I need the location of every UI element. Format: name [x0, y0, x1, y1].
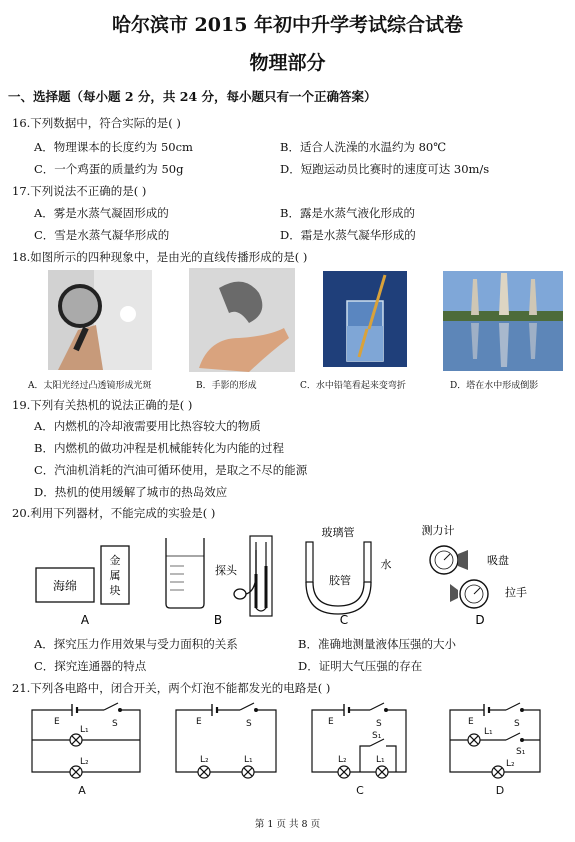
q16-option-c: C．一个鸡蛋的质量约为 50g [34, 162, 184, 176]
photo-pencil-in-water [323, 271, 407, 367]
metal-label-2: 属 [109, 569, 121, 582]
q20-option-d: D．证明大气压强的存在 [298, 659, 423, 673]
photo-pagoda-reflection [443, 271, 563, 371]
suction-label: 吸盘 [487, 554, 509, 567]
question-18-stem: 18.如图所示的四种现象中，是由光的直线传播形成的是( ) [12, 250, 308, 264]
q19-option-d: D．热机的使用缓解了城市的热岛效应 [34, 485, 228, 499]
metal-label-3: 块 [109, 584, 121, 597]
q16-option-a: A．物理课本的长度约为 50cm [34, 140, 193, 154]
page-footer: 第 1 页 共 8 页 [254, 819, 321, 830]
question-20-stem: 20.利用下列器材，不能完成的实验是( ) [12, 506, 216, 520]
circuit-b-lamp1-label: L₁ [244, 755, 253, 765]
probe-label: 探头 [215, 564, 237, 577]
q21-circuits [0, 698, 575, 802]
dynamometer-label: 测力计 [421, 524, 455, 537]
question-21-stem: 21.下列各电路中，闭合开关，两个灯泡不能都发光的电路是( ) [12, 681, 331, 695]
figure-20b-manometer [166, 536, 272, 627]
q18-caption-c: C．水中铅笔看起来变弯折 [300, 381, 406, 391]
circuit-a-battery-label: E [54, 717, 60, 727]
hose-label: 胶管 [329, 574, 351, 587]
circuit-a-lamp1-label: L₁ [80, 725, 89, 735]
q20-option-b: B．准确地测量液体压强的大小 [298, 637, 456, 651]
circuit-c-switch1-label: S₁ [372, 731, 382, 741]
q16-option-d: D．短跑运动员比赛时的速度可达 30m/s [280, 162, 490, 176]
figure-20c-connected-tubes [306, 525, 392, 627]
circuit-d-switch-label: S [514, 719, 520, 729]
q18-caption-b: B．手影的形成 [196, 381, 257, 391]
q20-option-a: A．探究压力作用效果与受力面积的关系 [34, 637, 238, 651]
circuit-b-battery-label: E [196, 717, 202, 727]
circuit-d-switch1-label: S₁ [516, 747, 526, 757]
question-17-stem: 17.下列说法不正确的是( ) [12, 184, 147, 198]
figure-20a-sponge-block [36, 546, 129, 627]
q16-option-b: B．适合人洗澡的水温约为 80℃ [280, 140, 447, 154]
q17-option-b: B．露是水蒸气液化形成的 [280, 206, 415, 220]
q19-option-c: C．汽油机消耗的汽油可循环使用，是取之不尽的能源 [34, 463, 308, 477]
handle-label: 拉手 [505, 586, 527, 599]
circuit-c-lamp2-label: L₂ [338, 755, 347, 765]
exam-subtitle: 物理部分 [249, 52, 326, 74]
circuit-letter-d: D [495, 784, 505, 797]
metal-label-1: 金 [109, 554, 121, 567]
circuit-a-switch-label: S [112, 719, 118, 729]
q17-option-d: D．霜是水蒸气凝华形成的 [280, 228, 416, 242]
circuit-b-switch-label: S [246, 719, 252, 729]
figure-20-letter-d: D [475, 613, 485, 627]
circuit-c-battery-label: E [328, 717, 334, 727]
question-19-stem: 19.下列有关热机的说法正确的是( ) [12, 398, 193, 412]
q17-option-c: C．雪是水蒸气凝华形成的 [34, 228, 170, 242]
circuit-d-battery-label: E [468, 717, 474, 727]
exam-title: 哈尔滨市 2015 年初中升学考试综合试卷 [111, 14, 464, 36]
figure-20-letter-b: B [213, 613, 223, 627]
circuit-c-lamp1-label: L₁ [376, 755, 385, 765]
circuit-c-switch-label: S [376, 719, 382, 729]
circuit-d [450, 703, 540, 778]
circuit-letter-c: C [356, 784, 364, 797]
q20-option-c: C．探究连通器的特点 [34, 659, 147, 673]
q19-option-b: B．内燃机的做功冲程是机械能转化为内能的过程 [34, 441, 284, 455]
circuit-a-lamp2-label: L₂ [80, 757, 89, 767]
figure-20d-suction-cups [422, 523, 528, 627]
figure-20-letter-c: C [339, 613, 349, 627]
q19-option-a: A．内燃机的冷却液需要用比热容较大的物质 [34, 419, 261, 433]
photo-hand-shadow [189, 268, 295, 372]
q18-caption-d: D．塔在水中形成倒影 [450, 381, 539, 391]
glass-tube-label: 玻璃管 [321, 526, 355, 539]
photo-magnifier [48, 270, 152, 370]
section-heading: 一、选择题（每小题 2 分，共 24 分，每小题只有一个正确答案） [8, 89, 377, 104]
circuit-letter-a: A [78, 784, 86, 797]
water-label: 水 [380, 558, 392, 571]
q20-figures [0, 522, 575, 630]
sponge-label: 海绵 [52, 579, 78, 593]
q17-option-a: A．雾是水蒸气凝固形成的 [34, 206, 169, 220]
circuit-c [312, 703, 406, 778]
circuit-d-lamp1-label: L₁ [484, 727, 493, 737]
q18-caption-a: A．太阳光经过凸透镜形成光斑 [28, 381, 152, 391]
circuit-b [176, 703, 276, 778]
circuit-d-lamp2-label: L₂ [506, 759, 515, 769]
question-16-stem: 16.下列数据中，符合实际的是( ) [12, 116, 181, 130]
circuit-b-lamp2-label: L₂ [200, 755, 209, 765]
figure-20-letter-a: A [80, 613, 90, 627]
